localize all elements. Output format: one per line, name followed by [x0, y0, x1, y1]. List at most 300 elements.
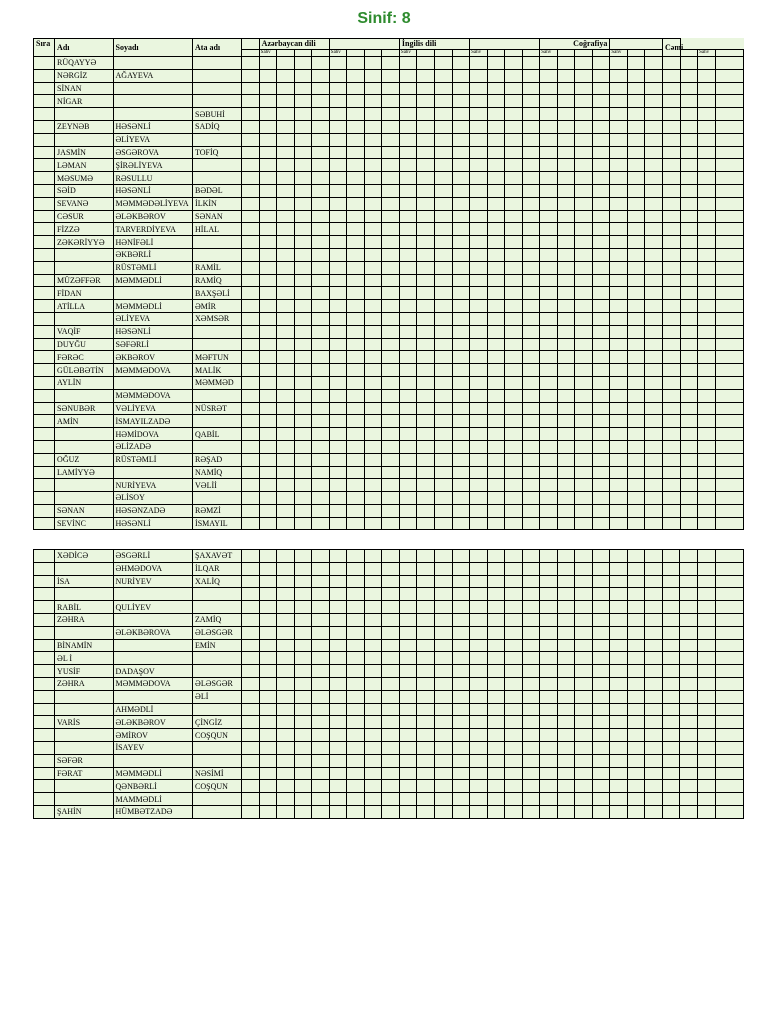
grade-cell: [645, 312, 663, 325]
grade-cell: [505, 479, 523, 492]
grade-cell: [382, 248, 400, 261]
grade-cell: [452, 261, 470, 274]
grade-cell: [277, 338, 295, 351]
grade-cell: [540, 517, 558, 530]
cell-cemi: [715, 805, 743, 818]
grade-cell: [382, 146, 400, 159]
cell-adi: NƏRGİZ: [55, 69, 113, 82]
grade-cell: [364, 741, 382, 754]
grade-cell: [382, 805, 400, 818]
cell-cemi: [715, 690, 743, 703]
grade-cell: [575, 57, 593, 70]
cell-ata-adi: NƏSİMİ: [193, 767, 242, 780]
grade-cell: [540, 440, 558, 453]
grade-cell: [487, 479, 505, 492]
grade-cell: [417, 665, 435, 678]
grade-cell: [347, 767, 365, 780]
cell-ata-adi: QABİL: [193, 428, 242, 441]
grade-cell: [435, 690, 453, 703]
grade-cell: [540, 626, 558, 639]
grade-cell: [399, 287, 417, 300]
grade-cell: [505, 550, 523, 563]
grade-cell: [610, 133, 628, 146]
table-row: [34, 793, 744, 806]
cell-soyadi: [113, 588, 193, 601]
grade-cell: [470, 639, 488, 652]
grade-cell: [627, 287, 645, 300]
grade-cell: [627, 402, 645, 415]
grade-cell: [662, 550, 680, 563]
grade-cell: [592, 639, 610, 652]
grade-cell: [540, 639, 558, 652]
grade-cell: [347, 550, 365, 563]
subheader-cell: [715, 50, 743, 57]
grade-cell: [557, 364, 575, 377]
grade-cell: [540, 575, 558, 588]
grade-cell: [470, 223, 488, 236]
grade-cell: [557, 108, 575, 121]
grade-cell: [434, 108, 452, 121]
grade-cell: [487, 690, 505, 703]
grade-cell: [487, 325, 505, 338]
cell-soyadi: ƏLƏKBƏROVA: [113, 626, 193, 639]
grade-cell: [259, 479, 277, 492]
grade-cell: [522, 261, 540, 274]
table-row: [34, 95, 744, 108]
grade-cell: [505, 517, 523, 530]
grade-cell: [435, 550, 453, 563]
grade-cell: [610, 376, 628, 389]
grade-cell: [698, 261, 716, 274]
cell-adi: RÜQAYYƏ: [55, 57, 113, 70]
grade-cell: [470, 703, 488, 716]
grade-cell: [592, 601, 610, 614]
cell-cemi: [715, 159, 743, 172]
grade-cell: [259, 69, 277, 82]
grade-cell: [610, 57, 628, 70]
grade-cell: [522, 338, 540, 351]
cell-ata-adi: NÜSRƏT: [193, 402, 242, 415]
grade-cell: [610, 703, 628, 716]
grade-cell: [294, 376, 312, 389]
grade-cell: [470, 492, 488, 505]
grade-cell: [329, 223, 347, 236]
grade-cell: [329, 504, 347, 517]
grade-cell: [575, 236, 593, 249]
grade-cell: [557, 665, 575, 678]
grade-cell: [610, 428, 628, 441]
grade-cell: [417, 716, 435, 729]
grade-cell: [662, 562, 680, 575]
grade-cell: [434, 146, 452, 159]
grade-cell: [452, 159, 470, 172]
grade-cell: [347, 172, 365, 185]
grade-cell: [505, 793, 523, 806]
table-row: [34, 453, 744, 466]
grade-cell: [294, 453, 312, 466]
grade-cell: [662, 793, 680, 806]
grade-cell: [294, 639, 312, 652]
grade-cell: [452, 428, 470, 441]
grade-cell: [452, 504, 470, 517]
cell-cemi: [715, 351, 743, 364]
grade-cell: [329, 479, 347, 492]
grade-cell: [680, 223, 698, 236]
grade-cell: [645, 626, 663, 639]
grade-cell: [698, 95, 716, 108]
cell-sira: [34, 274, 55, 287]
grade-cell: [627, 626, 645, 639]
grade-cell: [470, 729, 488, 742]
cell-ata-adi: İLQAR: [193, 562, 242, 575]
grade-cell: [575, 729, 593, 742]
grade-cell: [329, 613, 347, 626]
grade-cell: [680, 338, 698, 351]
grade-cell: [399, 550, 417, 563]
cell-cemi: [715, 562, 743, 575]
grade-cell: [663, 504, 681, 517]
grade-cell: [452, 95, 470, 108]
grade-cell: [417, 415, 435, 428]
grade-cell: [417, 82, 435, 95]
grade-cell: [575, 402, 593, 415]
grade-cell: [382, 210, 400, 223]
grade-cell: [662, 754, 680, 767]
grade-cell: [417, 300, 435, 313]
grade-cell: [435, 780, 453, 793]
grade-cell: [242, 767, 260, 780]
grade-cell: [399, 805, 417, 818]
cell-adi: [55, 133, 113, 146]
grade-cell: [470, 716, 488, 729]
grade-cell: [470, 793, 488, 806]
cell-soyadi: [113, 690, 193, 703]
grade-cell: [452, 562, 470, 575]
grade-cell: [434, 82, 452, 95]
grade-cell: [627, 613, 645, 626]
cell-sira: [34, 677, 55, 690]
grade-cell: [663, 69, 681, 82]
cell-soyadi: AĞAYEVA: [113, 69, 193, 82]
grade-cell: [522, 453, 540, 466]
grade-cell: [645, 504, 663, 517]
grade-cell: [417, 639, 435, 652]
grade-cell: [399, 639, 417, 652]
grade-cell: [575, 197, 593, 210]
grade-cell: [329, 133, 347, 146]
grade-cell: [680, 261, 698, 274]
grade-cell: [364, 95, 382, 108]
grade-cell: [259, 351, 277, 364]
cell-soyadi: RÜSTƏMLİ: [113, 261, 193, 274]
grade-cell: [592, 677, 610, 690]
grade-cell: [487, 453, 505, 466]
grade-cell: [347, 453, 365, 466]
grade-cell: [592, 146, 610, 159]
grade-cell: [662, 613, 680, 626]
grade-cell: [312, 492, 330, 505]
grade-cell: [627, 466, 645, 479]
grade-cell: [242, 172, 260, 185]
grade-cell: [540, 184, 558, 197]
grade-cell: [470, 82, 488, 95]
grade-cell: [557, 197, 575, 210]
grade-cell: [592, 312, 610, 325]
cell-ata-adi: [193, 57, 242, 70]
grade-cell: [242, 703, 260, 716]
grade-cell: [452, 146, 470, 159]
cell-ata-adi: ƏLƏSGƏR: [193, 626, 242, 639]
grade-cell: [435, 805, 453, 818]
grade-cell: [347, 601, 365, 614]
cell-ata-adi: [193, 415, 242, 428]
cell-adi: SƏİD: [55, 184, 113, 197]
grade-cell: [294, 741, 312, 754]
table-row: [34, 780, 744, 793]
grade-cell: [242, 146, 260, 159]
grade-cell: [610, 300, 628, 313]
cell-adi: VAQİF: [55, 325, 113, 338]
table-row: [34, 677, 744, 690]
grade-cell: [627, 57, 645, 70]
cell-adi: İSA: [55, 575, 113, 588]
grade-cell: [645, 562, 663, 575]
grade-cell: [522, 274, 540, 287]
grade-cell: [452, 550, 470, 563]
grade-cell: [663, 197, 681, 210]
cell-cemi: [715, 613, 743, 626]
grade-cell: [242, 300, 260, 313]
grade-cell: [364, 351, 382, 364]
cell-adi: [55, 428, 113, 441]
table-row: [34, 287, 744, 300]
grade-cell: [592, 69, 610, 82]
grade-cell: [364, 601, 382, 614]
grade-cell: [505, 575, 523, 588]
table-row: [34, 312, 744, 325]
grade-cell: [452, 780, 470, 793]
grade-cell: [312, 197, 330, 210]
grade-cell: [277, 601, 295, 614]
cell-soyadi: MƏMMƏDLİ: [113, 300, 193, 313]
grade-cell: [435, 703, 453, 716]
grade-cell: [645, 754, 663, 767]
cell-cemi: [715, 677, 743, 690]
grade-cell: [540, 690, 558, 703]
grade-cell: [382, 120, 400, 133]
cell-sira: [34, 716, 55, 729]
grade-cell: [364, 575, 382, 588]
grade-cell: [645, 287, 663, 300]
cell-adi: GÜLƏBƏTİN: [55, 364, 113, 377]
grade-cell: [540, 236, 558, 249]
grade-cell: [347, 428, 365, 441]
cell-sira: [34, 287, 55, 300]
grade-cell: [382, 780, 400, 793]
grade-cell: [364, 652, 382, 665]
grade-cell: [417, 428, 435, 441]
grade-cell: [680, 108, 698, 121]
grade-cell: [575, 95, 593, 108]
grade-cell: [610, 741, 628, 754]
grade-cell: [645, 95, 663, 108]
grade-cell: [662, 716, 680, 729]
table-row: [34, 754, 744, 767]
grade-cell: [680, 376, 698, 389]
grade-cell: [399, 741, 417, 754]
grade-cell: [540, 741, 558, 754]
grade-cell: [645, 197, 663, 210]
grade-cell: [417, 69, 435, 82]
cell-soyadi: ŞİRƏLİYEVA: [113, 159, 193, 172]
grade-cell: [680, 453, 698, 466]
grade-cell: [435, 754, 453, 767]
table-row: [34, 82, 744, 95]
grade-cell: [698, 159, 716, 172]
grade-cell: [487, 504, 505, 517]
grade-cell: [329, 562, 347, 575]
grade-cell: [347, 184, 365, 197]
grade-cell: [470, 588, 488, 601]
grade-cell: [259, 223, 277, 236]
grade-cell: [522, 197, 540, 210]
grade-cell: [575, 613, 593, 626]
grade-cell: [259, 133, 277, 146]
grade-cell: [382, 172, 400, 185]
cell-adi: [55, 626, 113, 639]
grade-cell: [364, 453, 382, 466]
subheader-cell: [505, 50, 523, 57]
grade-cell: [645, 677, 663, 690]
grade-cell: [487, 351, 505, 364]
grade-cell: [329, 197, 347, 210]
cell-soyadi: SƏFƏRLİ: [113, 338, 193, 351]
cell-ata-adi: [193, 601, 242, 614]
grade-cell: [452, 677, 470, 690]
grade-cell: [505, 440, 523, 453]
cell-adi: XƏDİCƏ: [55, 550, 113, 563]
grade-cell: [487, 82, 505, 95]
grade-cell: [522, 639, 540, 652]
grade-cell: [680, 300, 698, 313]
cell-soyadi: ƏLƏKBƏROV: [113, 716, 193, 729]
subheader-cell: [627, 50, 645, 57]
grade-cell: [680, 677, 698, 690]
grade-cell: [470, 562, 488, 575]
cell-adi: [55, 248, 113, 261]
grade-cell: [277, 376, 295, 389]
grade-cell: [470, 466, 488, 479]
subheader-cell: [277, 50, 295, 57]
cell-soyadi: [113, 466, 193, 479]
grade-cell: [452, 453, 470, 466]
grade-cell: [680, 652, 698, 665]
cell-ata-adi: [193, 588, 242, 601]
grade-cell: [347, 665, 365, 678]
grade-cell: [610, 492, 628, 505]
grade-cell: [364, 639, 382, 652]
grade-cell: [382, 479, 400, 492]
grade-cell: [505, 729, 523, 742]
grade-cell: [470, 754, 488, 767]
grade-cell: [610, 767, 628, 780]
grade-cell: [242, 184, 260, 197]
grade-cell: [329, 805, 347, 818]
grade-cell: [505, 236, 523, 249]
cell-sira: [34, 312, 55, 325]
grade-cell: [627, 120, 645, 133]
grade-cell: [557, 428, 575, 441]
grade-cell: [540, 550, 558, 563]
cell-soyadi: MƏMMƏDOVA: [113, 364, 193, 377]
grade-cell: [697, 639, 715, 652]
grade-cell: [399, 338, 417, 351]
cell-adi: RABİL: [55, 601, 113, 614]
grade-cell: [645, 690, 663, 703]
grade-cell: [610, 780, 628, 793]
grade-cell: [627, 159, 645, 172]
cell-ata-adi: MALİK: [193, 364, 242, 377]
grade-cell: [399, 389, 417, 402]
cell-adi: LAMİYYƏ: [55, 466, 113, 479]
cell-ata-adi: [193, 95, 242, 108]
grade-cell: [627, 415, 645, 428]
grade-cell: [592, 376, 610, 389]
grade-cell: [540, 703, 558, 716]
grade-cell: [557, 236, 575, 249]
grade-cell: [505, 754, 523, 767]
grade-cell: [610, 754, 628, 767]
grade-cell: [417, 351, 435, 364]
grade-cell: [663, 274, 681, 287]
grade-cell: [540, 389, 558, 402]
grade-cell: [540, 108, 558, 121]
cell-cemi: [715, 338, 743, 351]
grade-cell: [557, 312, 575, 325]
grade-cell: [522, 172, 540, 185]
grade-cell: [312, 184, 330, 197]
grade-cell: [417, 248, 435, 261]
cell-cemi: [715, 703, 743, 716]
grade-cell: [557, 517, 575, 530]
grade-cell: [680, 626, 698, 639]
grade-cell: [329, 248, 347, 261]
cell-ata-adi: NAMİQ: [193, 466, 242, 479]
grade-cell: [592, 690, 610, 703]
grade-cell: [399, 716, 417, 729]
grade-cell: [435, 716, 453, 729]
grade-cell: [242, 223, 260, 236]
grade-cell: [347, 466, 365, 479]
grade-cell: [312, 716, 330, 729]
grade-cell: [452, 325, 470, 338]
grade-cell: [399, 780, 417, 793]
grade-cell: [259, 325, 277, 338]
grade-cell: [434, 287, 452, 300]
grade-cell: [434, 428, 452, 441]
grade-cell: [662, 665, 680, 678]
grade-cell: [399, 793, 417, 806]
grade-cell: [452, 601, 470, 614]
grade-cell: [627, 236, 645, 249]
grade-cell: [329, 440, 347, 453]
grade-cell: [627, 197, 645, 210]
grade-cell: [662, 703, 680, 716]
grade-cell: [505, 389, 523, 402]
grade-cell: [364, 690, 382, 703]
subheader-cell: Sahv: [698, 50, 716, 57]
grade-cell: [259, 415, 277, 428]
